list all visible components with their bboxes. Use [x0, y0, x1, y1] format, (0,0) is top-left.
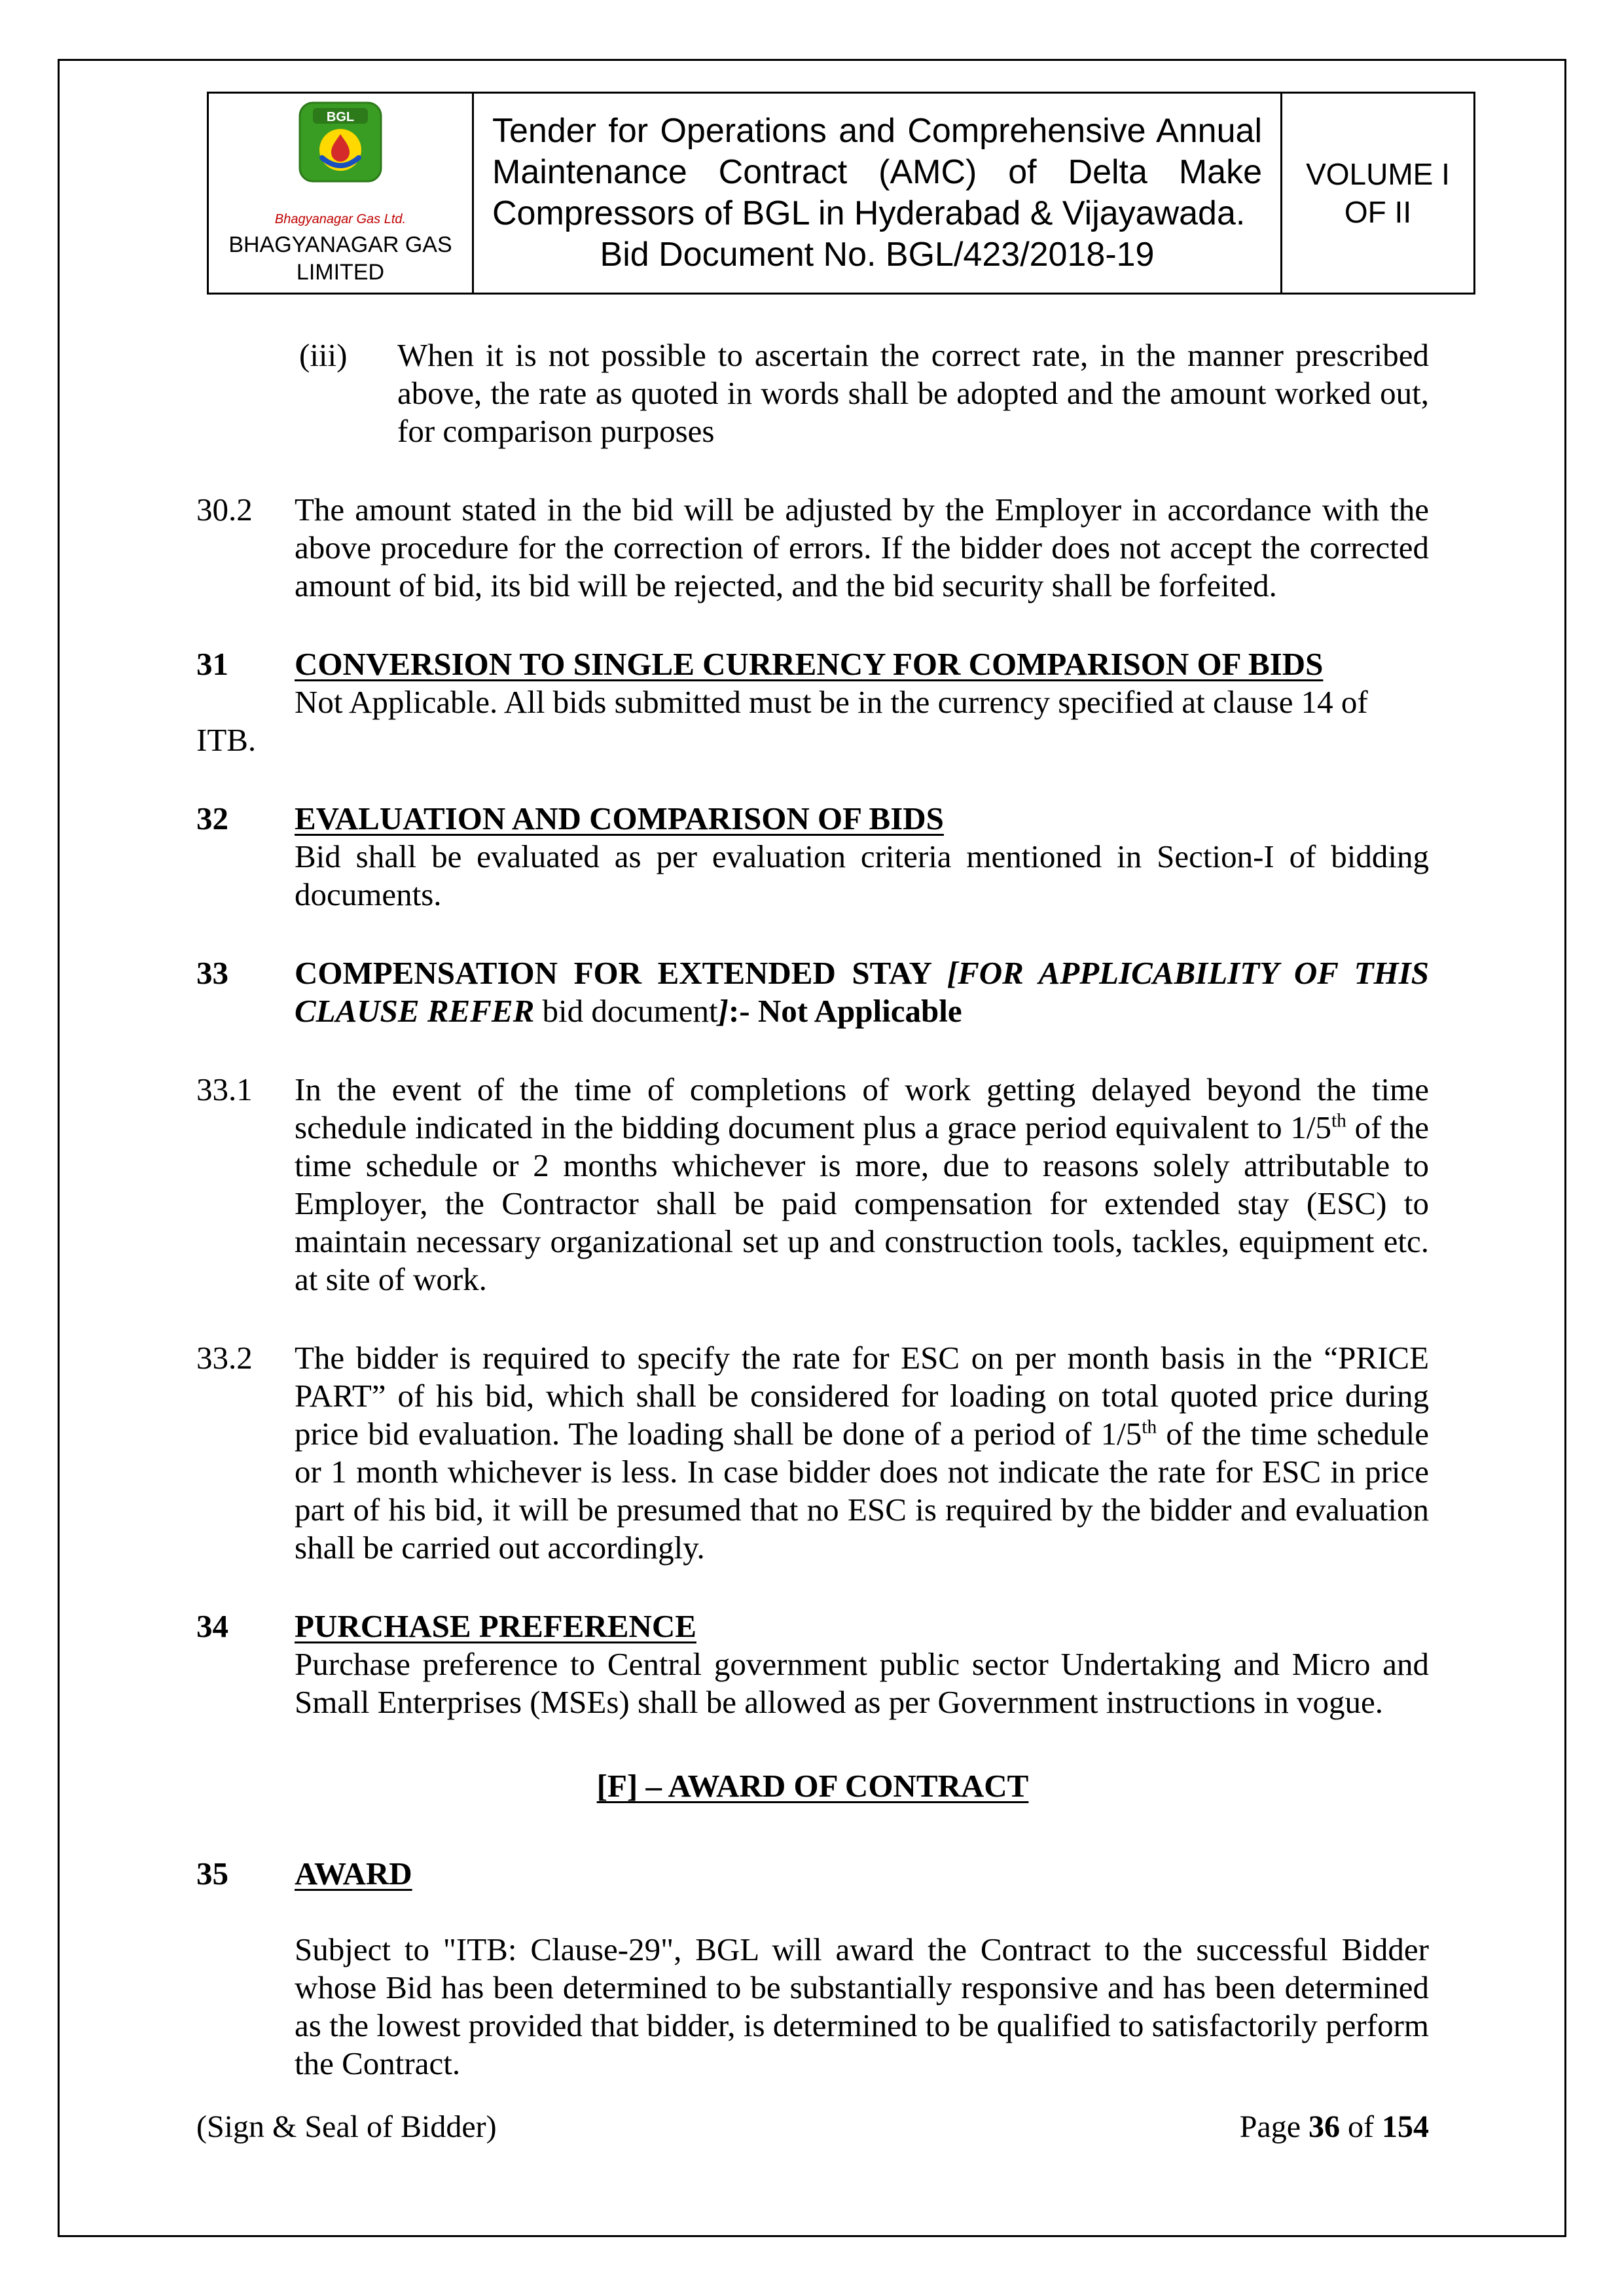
- clause-33-2: [196, 1339, 1429, 1567]
- volume-line2: OF II: [1344, 195, 1412, 229]
- clause-text: Subject to "ITB: Clause-29", BGL will award the Contract to the successful Bidder whose Bid has been determined to be substantially responsive and has been determined as the lowest provided that bidder, is determined to be qualified to satisfactorily perform the Contract.: [295, 1931, 1429, 2081]
- company-name-line1: BHAGYANAGAR GAS: [228, 232, 452, 257]
- clause-number: 33.2: [196, 1340, 253, 1376]
- tender-title: Tender for Operations and Comprehensive Annual Maintenance Contract (AMC) of Delta Make Compressors of BGL in Hyderabad & Vijayawada.: [492, 112, 1262, 232]
- company-logo: [213, 100, 468, 286]
- clause-number: 30.2: [196, 492, 253, 528]
- page-content: [196, 92, 1450, 2123]
- clause-heading: EVALUATION AND COMPARISON OF BIDS: [295, 800, 944, 836]
- company-name: [228, 231, 452, 286]
- clause-number: 33: [196, 955, 228, 991]
- heading-bold-italic-part: [FOR APPLICABILITY OF THIS CLAUSE REFER: [295, 955, 1429, 1029]
- volume-line1: VOLUME I: [1306, 157, 1450, 191]
- header-table: [207, 92, 1475, 295]
- clause-text: [295, 1339, 1429, 1567]
- superscript-th: th: [1142, 1416, 1157, 1438]
- logo-cell: [208, 93, 473, 294]
- clause-30-2: [196, 491, 1429, 605]
- clause-34: [196, 1607, 1429, 1721]
- of-label: of: [1340, 2109, 1382, 2144]
- clause-text: Purchase preference to Central government public sector Undertaking and Micro and Small Enterprises (MSEs) shall be allowed as per Government instructions in vogue.: [295, 1646, 1429, 1720]
- text-part-b: of the time schedule or 1 month whichever is less. In case bidder does not indicate the rate for ESC in price part of his bid, it will be presumed that no ESC is required by the bidder and evaluation shall be carried out accordingly.: [295, 1416, 1429, 1566]
- text-part-a: In the event of the time of completions of work getting delayed beyond the time schedule indicated in the bidding document plus a grace period equivalent to 1/5: [295, 1071, 1429, 1145]
- section-f-heading: [F] – AWARD OF CONTRACT: [596, 1768, 1029, 1804]
- spacer: [295, 1893, 1429, 1931]
- superscript-th: th: [1331, 1110, 1346, 1132]
- volume-cell: [1282, 93, 1475, 294]
- text-part-a: The bidder is required to specify the rate for ESC on per month basis in the “PRICE PART” of his bid, which shall be considered for loading on total quoted price during price bid evaluation. The loading shall be done of a period of 1/5: [295, 1340, 1429, 1452]
- clause-number: 33.1: [196, 1071, 253, 1107]
- text-part-b: of the time schedule or 2 months whichever is more, due to reasons solely attributable to Employer, the Contractor shall be paid compensation for extended stay (ESC) to maintain necessary organizational set up and construction tools, tackles, equipment etc. at site of work.: [295, 1109, 1429, 1297]
- clause-iii: [299, 336, 1429, 450]
- bgl-logo-icon: [281, 100, 399, 211]
- company-name-line2: LIMITED: [296, 260, 385, 285]
- title-cell: [473, 93, 1282, 294]
- clause-35: [196, 1855, 1429, 2083]
- bgl-logo-text: BGL: [326, 110, 355, 124]
- heading-bracket: ]: [717, 993, 729, 1029]
- clause-text: The amount stated in the bid will be adjusted by the Employer in accordance with the above procedure for the correction of errors. If the bidder does not accept the corrected amount of bid, its bid will be rejected, and the bid security shall be forfeited.: [295, 492, 1429, 603]
- clause-number: 31: [196, 646, 228, 682]
- clause-33: [196, 954, 1429, 1030]
- clause-text: Not Applicable. All bids submitted must be in the currency specified at clause 14 of: [295, 684, 1368, 720]
- clause-text: [295, 1071, 1429, 1299]
- clause-heading: AWARD: [295, 1856, 412, 1892]
- heading-tail: :- Not Applicable: [728, 993, 962, 1029]
- page-footer: [196, 2109, 1429, 2145]
- bid-document-number: Bid Document No. BGL/423/2018-19: [600, 236, 1155, 274]
- heading-bold-part: COMPENSATION FOR EXTENDED STAY: [295, 955, 947, 991]
- logo-caption: Bhagyanagar Gas Ltd.: [274, 212, 406, 226]
- sign-seal-label: (Sign & Seal of Bidder): [196, 2109, 497, 2144]
- page-number: [1240, 2109, 1429, 2145]
- clause-heading-mixed: [295, 954, 1429, 1030]
- clause-number: (iii): [299, 337, 348, 373]
- page-current: 36: [1308, 2109, 1341, 2144]
- document-body: [196, 336, 1429, 2083]
- clause-31: [196, 645, 1429, 759]
- page-total: 154: [1382, 2109, 1429, 2144]
- page-label: Page: [1239, 2109, 1309, 2144]
- clause-32: [196, 800, 1429, 914]
- clause-33-1: [196, 1071, 1429, 1299]
- clause-text-continuation: ITB.: [196, 722, 257, 758]
- clause-number: 32: [196, 800, 228, 836]
- clause-heading: CONVERSION TO SINGLE CURRENCY FOR COMPARISON OF BIDS: [295, 646, 1324, 682]
- clause-text: Bid shall be evaluated as per evaluation criteria mentioned in Section-I of bidding documents.: [295, 838, 1429, 912]
- clause-text: When it is not possible to ascertain the correct rate, in the manner prescribed above, the rate as quoted in words shall be adopted and the amount worked out, for comparison purposes: [397, 337, 1429, 449]
- clause-heading: PURCHASE PREFERENCE: [295, 1608, 696, 1644]
- clause-number: 34: [196, 1608, 228, 1644]
- clause-number: 35: [196, 1856, 228, 1892]
- heading-regular-part: bid document: [542, 993, 718, 1029]
